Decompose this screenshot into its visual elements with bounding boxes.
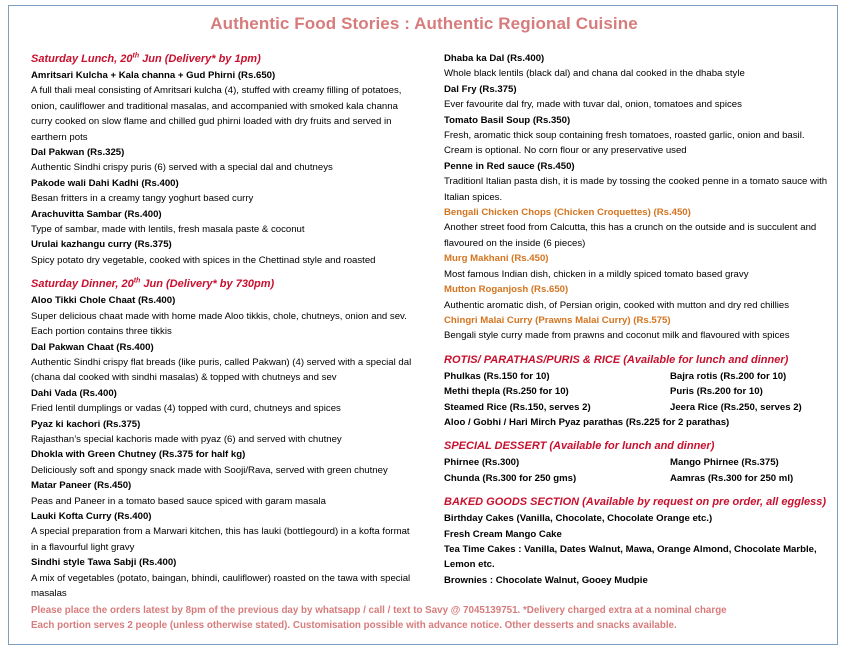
menu-item-name: Urulai kazhangu curry (Rs.375) (31, 239, 172, 251)
baked-item: Brownies : Chocolate Walnut, Gooey Mudpie (444, 574, 648, 586)
rotis-row (444, 369, 830, 384)
dinner-item (31, 509, 413, 555)
baked-heading: BAKED GOODS SECTION (Available by request on pre order, all eggless) (444, 496, 827, 509)
menu-item-name: Dhaba ka Dal (Rs.400) (444, 53, 545, 64)
rotis-row (444, 384, 830, 399)
menu-item (444, 313, 830, 344)
menu-item-desc: Ever favourite dal fry, made with tuvar dal, onion, tomatoes and spices (444, 99, 742, 111)
menu-item-name: Aloo Tikki Chole Chaat (Rs.400) (31, 295, 176, 307)
dessert-cell: Chunda (Rs.300 for 250 gms) (444, 472, 577, 484)
menu-item (444, 51, 830, 82)
page-title: Authentic Food Stories : Authentic Regional Cuisine (210, 14, 638, 33)
menu-item-desc: Peas and Paneer in a tomato based sauce spiced with garam masala (31, 495, 326, 507)
menu-item-desc: Authentic aromatic dish, of Persian origin, cooked with mutton and dry red chillies (444, 299, 790, 311)
baked-item: Birthday Cakes (Vanilla, Chocolate, Chocolate Orange etc.) (444, 513, 713, 525)
menu-item-name: Tomato Basil Soup (Rs.350) (444, 114, 571, 126)
rotis-heading: ROTIS/ PARATHAS/PURIS & RICE (Available for lunch and dinner) (444, 353, 789, 366)
menu-item-name: Dahi Vada (Rs.400) (31, 387, 117, 399)
dinner-item (31, 555, 413, 601)
menu-item-desc: Type of sambar, made with lentils, fresh masala paste & coconut (31, 224, 305, 236)
menu-item-name: Dal Pakwan (Rs.325) (31, 147, 125, 159)
menu-item-name: Amritsari Kulcha + Kala channa + Gud Phirni (Rs.650) (31, 70, 276, 81)
dessert-cell: Phirnee (Rs.300) (444, 457, 520, 469)
menu-item-desc: Traditionl Italian pasta dish, it is made by tossing the cooked penne in a tomato sauce with Italian spices. (444, 176, 828, 203)
parathas-line: Aloo / Gobhi / Hari Mirch Pyaz parathas (Rs.225 for 2 parathas) (444, 416, 730, 428)
menu-item-name: Pakode wali Dahi Kadhi (Rs.400) (31, 177, 179, 189)
dinner-item (31, 447, 413, 478)
dinner-item (31, 293, 413, 339)
rotis-cell: Puris (Rs.200 for 10) (670, 386, 763, 398)
menu-item-desc: Another street food from Calcutta, this has a crunch on the outside and is succulent and flavoured on the inside (6 pieces) (444, 222, 817, 249)
menu-item-name: Penne in Red sauce (Rs.450) (444, 160, 575, 172)
saturday-dinner-heading: Saturday Dinner, 20th Jun (Delivery* by 730pm) (31, 277, 275, 291)
menu-item (444, 205, 830, 251)
menu-item-desc: Fresh, aromatic thick soup containing fresh tomatoes, roasted garlic, onion and basil. Cream is optional. No corn flour or any preservative used (444, 130, 805, 157)
menu-item-name: Matar Paneer (Rs.450) (31, 480, 132, 492)
menu-item-desc: Authentic Sindhi crispy flat breads (like puris, called Pakwan) (4) served with a special dal (chana dal cooked with sindhi masalas) & topped with chutneys and sev (31, 356, 412, 384)
menu-item-name: Murg Makhani (Rs.450) (444, 253, 549, 265)
dessert-heading: SPECIAL DESSERT (Available for lunch and dinner) (444, 440, 715, 453)
dessert-cell: Aamras (Rs.300 for 250 ml) (670, 472, 794, 484)
menu-item-name: Sindhi style Tawa Sabji (Rs.400) (31, 557, 177, 569)
menu-item-name: Lauki Kofta Curry (Rs.400) (31, 510, 152, 522)
dessert-row (444, 455, 830, 470)
baked-item: Fresh Cream Mango Cake (444, 528, 562, 540)
menu-item-desc: Bengali style curry made from prawns and coconut milk and flavoured with spices (444, 330, 790, 342)
menu-item-name: Arachuvitta Sambar (Rs.400) (31, 208, 162, 220)
menu-item (444, 282, 830, 313)
dessert-row (444, 471, 830, 486)
menu-item-desc: Super delicious chaat made with home made Aloo tikkis, chole, chutneys, onion and sev. Each portion contains three tikkis (31, 310, 407, 338)
rotis-cell: Phulkas (Rs.150 for 10) (444, 370, 550, 382)
dinner-item (31, 417, 413, 448)
menu-item-desc: Spicy potato dry vegetable, cooked with spices in the Chettinad style and roasted (31, 254, 376, 266)
rotis-cell: Bajra rotis (Rs.200 for 10) (670, 370, 787, 382)
menu-item-name: Dhokla with Green Chutney (Rs.375 for half kg) (31, 449, 246, 461)
menu-item-desc: Rajasthan’s special kachoris made with pyaz (6) and served with chutney (31, 433, 342, 445)
menu-item-name: Dal Pakwan Chaat (Rs.400) (31, 341, 154, 353)
menu-item-name: Chingri Malai Curry (Prawns Malai Curry) (Rs.575) (444, 314, 671, 326)
menu-item-desc: Whole black lentils (black dal) and chana dal cooked in the dhaba style (444, 68, 745, 80)
lunch-item (31, 207, 413, 238)
menu-item-name: Mutton Roganjosh (Rs.650) (444, 284, 569, 296)
left-column (31, 51, 413, 601)
menu-item-name: Bengali Chicken Chops (Chicken Croquettes) (Rs.450) (444, 207, 691, 219)
footer-line: Each portion serves 2 people (unless otherwise stated). Customisation possible with advance notice. Other desserts and snacks available. (31, 620, 677, 632)
menu-item-desc: Fried lentil dumplings or vadas (4) topped with curd, chutneys and spices (31, 403, 341, 415)
menu-item-desc: A mix of vegetables (potato, baingan, bhindi, cauliflower) roasted on the tawa with special masalas (31, 572, 411, 599)
footer-line: Please place the orders latest by 8pm of the previous day by whatsapp / call / text to Savy @ 7045139751. *Delivery charged extra at a nominal charge (31, 605, 727, 616)
baked-item: Tea Time Cakes : Vanilla, Dates Walnut, Mawa, Orange Almond, Chocolate Marble, Lemon etc. (444, 543, 817, 571)
rotis-cell: Steamed Rice (Rs.150, serves 2) (444, 401, 591, 413)
lunch-item (31, 68, 413, 145)
menu-item (444, 113, 830, 159)
rotis-cell: Methi thepla (Rs.250 for 10) (444, 386, 569, 398)
menu-item-desc: A special preparation from a Marwari kitchen, this has lauki (bottlegourd) in a kofta format in a flavourful light gravy (31, 526, 410, 553)
lunch-item (31, 145, 413, 176)
rotis-cell: Jeera Rice (Rs.250, serves 2) (670, 401, 802, 413)
dinner-item (31, 386, 413, 417)
menu-item-desc: Authentic Sindhi crispy puris (6) served with a special dal and chutneys (31, 162, 333, 174)
right-column (444, 51, 830, 588)
order-footer (31, 603, 821, 634)
lunch-item (31, 237, 413, 268)
menu-item-name: Dal Fry (Rs.375) (444, 83, 517, 95)
menu-item (444, 251, 830, 282)
menu-item-desc: Deliciously soft and spongy snack made with Sooji/Rava, served with green chutney (31, 464, 388, 476)
dinner-item (31, 340, 413, 386)
menu-item-name: Pyaz ki kachori (Rs.375) (31, 418, 141, 430)
lunch-item (31, 176, 413, 207)
menu-item (444, 159, 830, 205)
dinner-item (31, 478, 413, 509)
menu-item (444, 82, 830, 113)
menu-item-desc: Most famous Indian dish, chicken in a mildly spiced tomato based gravy (444, 268, 749, 280)
menu-item-desc: Besan fritters in a creamy tangy yoghurt based curry (31, 193, 254, 205)
saturday-lunch-heading: Saturday Lunch, 20th Jun (Delivery* by 1pm) (31, 52, 261, 65)
rotis-row (444, 400, 830, 415)
dessert-cell: Mango Phirnee (Rs.375) (670, 457, 779, 469)
menu-item-desc: A full thali meal consisting of Amritsari kulcha (4), stuffed with creamy filling of potatoes, onion, cauliflower and traditional masalas, and accompanied with smoked kala channa curry cooked on slow flame and chilled gud phirni loaded with dry fruits and served in earthern pots (31, 85, 402, 143)
